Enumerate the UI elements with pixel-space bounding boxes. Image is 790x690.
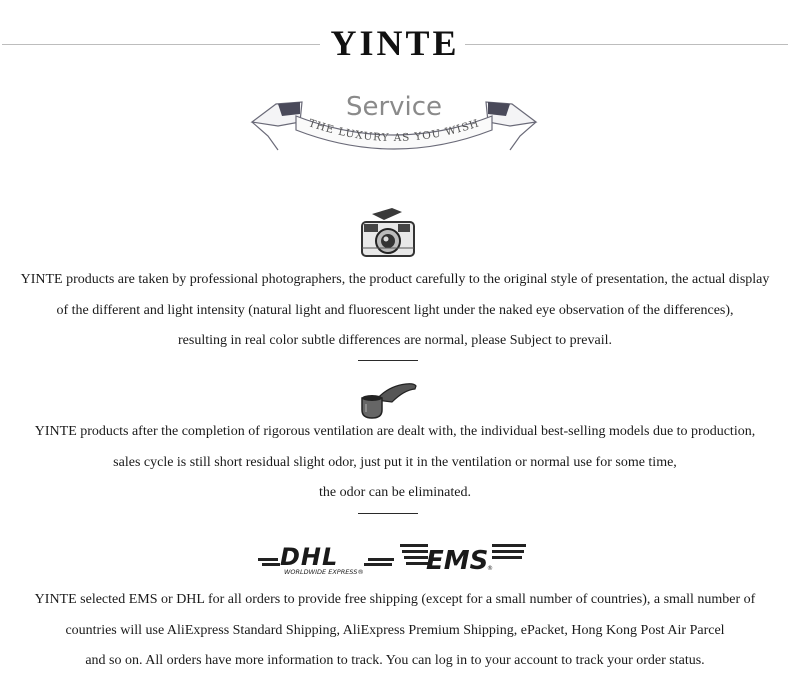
notice-line: resulting in real color subtle differences are normal, please Subject to prevail.: [178, 333, 612, 348]
notice-line: YINTE selected EMS or DHL for all orders to provide free shipping (except for a small number of countries), a small number of: [34, 592, 756, 607]
section-divider: [358, 360, 418, 361]
notice-line: sales cycle is still short residual slight odor, just put it in the ventilation or normal use for some time,: [113, 454, 677, 470]
service-title: Service: [345, 92, 443, 122]
notice-line: of the different and light intensity (natural light and fluorescent light under the naked eye observation of the differences),: [56, 302, 734, 318]
notice-line: and so on. All orders have more information to track. You can log in to your account to track your order status.: [85, 653, 705, 668]
pipe-icon: [358, 380, 418, 420]
shipping-carriers-icon: [256, 540, 531, 576]
page-header: [0, 22, 790, 68]
dhl-logo-icon: [258, 543, 394, 576]
dhl-subtitle: WORLDWIDE EXPRESS®: [284, 568, 364, 576]
notice-line: countries will use AliExpress Standard Shipping, AliExpress Premium Shipping, ePacket, Hong Kong Post Air Parcel: [65, 622, 725, 638]
notice-line: YINTE products after the completion of rigorous ventilation are dealt with, the individual best-selling models due to production,: [34, 424, 756, 439]
svg-text:®: ®: [487, 565, 493, 572]
header-rule-right: [465, 44, 788, 45]
header-rule-left: [2, 44, 320, 45]
service-banner: [248, 92, 540, 158]
ems-text: EMS: [426, 546, 489, 576]
camera-icon: [358, 206, 416, 260]
section-divider: [358, 513, 418, 514]
shipping-notice: [0, 585, 790, 677]
brand-title: YINTE: [330, 23, 460, 63]
notice-line: the odor can be eliminated.: [319, 485, 471, 500]
notice-line: YINTE products are taken by professional photographers, the product carefully to the original style of presentation, the actual display: [20, 272, 770, 287]
odor-notice: [0, 417, 790, 509]
ems-logo-icon: [400, 544, 526, 576]
dhl-text: DHL: [280, 543, 339, 571]
ribbon-text: THE LUXURY AS YOU WISH: [306, 117, 482, 145]
photography-notice: [0, 265, 790, 357]
